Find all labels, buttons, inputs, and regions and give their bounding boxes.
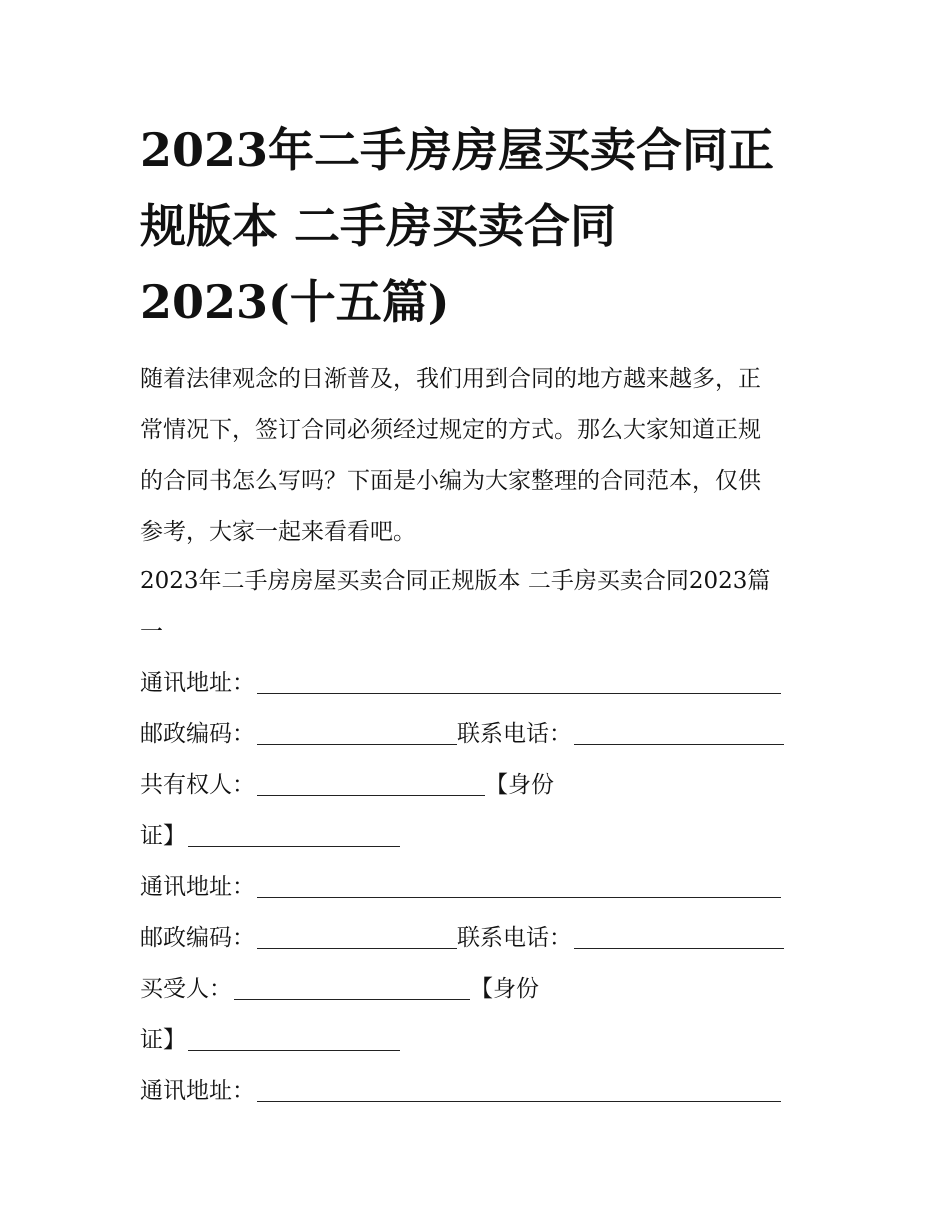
title-line: 2023(十五篇) xyxy=(140,275,450,329)
address-label: 通讯地址： xyxy=(140,670,255,696)
buyer-row xyxy=(140,964,812,1015)
section-heading-line: 2023年二手房房屋买卖合同正规版本 二手房买卖合同2023篇 xyxy=(140,568,771,594)
intro-line: 参考，大家一起来看看吧。 xyxy=(140,519,416,545)
address-blank[interactable] xyxy=(257,873,781,898)
title-line: 2023年二手房房屋买卖合同正 xyxy=(140,123,775,177)
section-heading xyxy=(140,556,812,658)
co-owner-blank[interactable] xyxy=(257,771,485,796)
contract-form xyxy=(140,658,812,1117)
id-close-label: 证】 xyxy=(140,823,186,849)
buyer-id-row xyxy=(140,1015,812,1066)
phone-blank[interactable] xyxy=(574,924,784,949)
id-close-label: 证】 xyxy=(140,1027,186,1053)
id-number-blank[interactable] xyxy=(188,1026,400,1051)
phone-label: 联系电话： xyxy=(457,721,572,747)
intro-line: 常情况下，签订合同必须经过规定的方式。那么大家知道正规 xyxy=(140,417,761,443)
intro-paragraph xyxy=(140,354,812,558)
postcode-blank[interactable] xyxy=(257,720,457,745)
buyer-label: 买受人： xyxy=(140,976,232,1002)
section-heading-line: 一 xyxy=(140,619,163,645)
co-owner-row xyxy=(140,760,812,811)
postcode-label: 邮政编码： xyxy=(140,721,255,747)
postcode-blank[interactable] xyxy=(257,924,457,949)
buyer-address-row xyxy=(140,1066,812,1117)
intro-line: 的合同书怎么写吗？下面是小编为大家整理的合同范本，仅供 xyxy=(140,468,761,494)
address-blank[interactable] xyxy=(257,669,781,694)
address-blank[interactable] xyxy=(257,1077,781,1102)
address-label: 通讯地址： xyxy=(140,874,255,900)
document-title xyxy=(140,112,820,340)
title-line: 规版本 二手房买卖合同 xyxy=(140,199,617,253)
co-owner-label: 共有权人： xyxy=(140,772,255,798)
id-open-label: 【身份 xyxy=(470,976,539,1002)
id-number-blank[interactable] xyxy=(188,822,400,847)
phone-label: 联系电话： xyxy=(457,925,572,951)
co-owner-id-row xyxy=(140,811,812,862)
co-owner-address-row xyxy=(140,862,812,913)
address-label: 通讯地址： xyxy=(140,1078,255,1104)
id-open-label: 【身份 xyxy=(485,772,554,798)
co-owner-postcode-phone-row xyxy=(140,913,812,964)
seller-postcode-phone-row xyxy=(140,709,812,760)
intro-line: 随着法律观念的日渐普及，我们用到合同的地方越来越多，正 xyxy=(140,366,761,392)
postcode-label: 邮政编码： xyxy=(140,925,255,951)
phone-blank[interactable] xyxy=(574,720,784,745)
seller-address-row xyxy=(140,658,812,709)
buyer-blank[interactable] xyxy=(234,975,470,1000)
